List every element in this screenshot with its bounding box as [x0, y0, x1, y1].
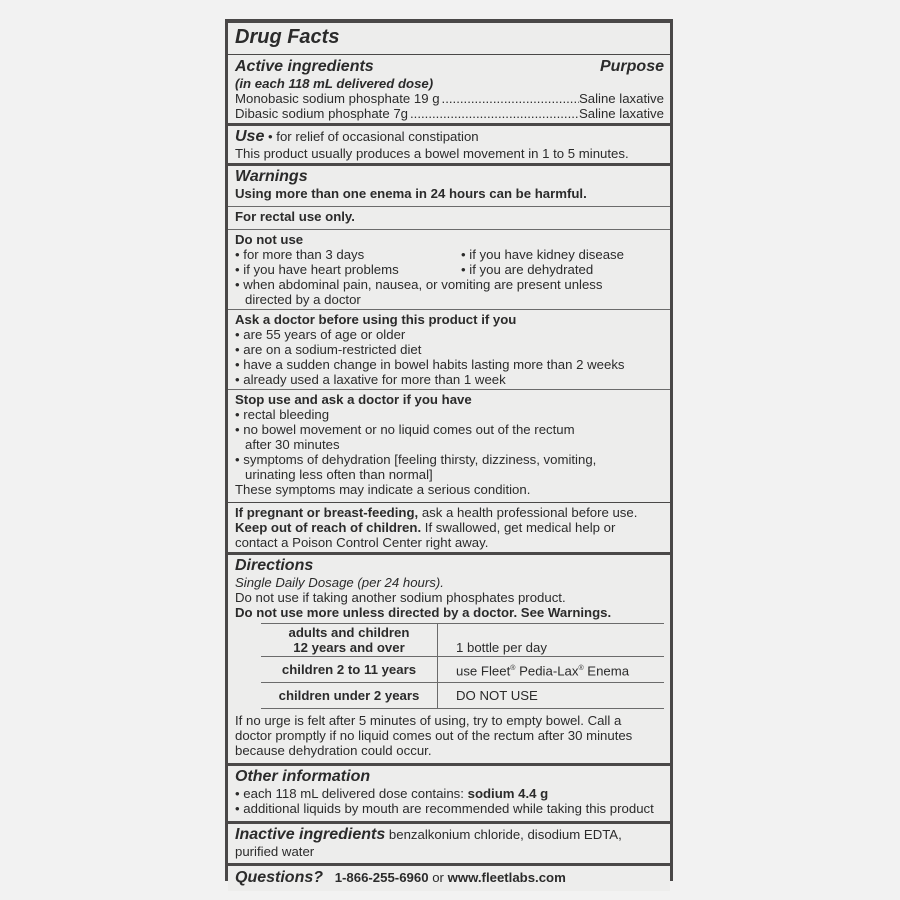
other-information-section: Other information • each 118 mL delivered dose contains: sodium 4.4 g • additional liquids by mouth are recommended while taking this product [228, 766, 670, 821]
questions-heading: Questions? [235, 869, 324, 886]
do-not-use-block: Do not use • for more than 3 days • if you have kidney disease • if you have heart problems • if you are dehydrated • when abdominal pain, nausea, or vomiting are present unless directed by a doctor [228, 229, 670, 307]
use-heading: Use [235, 128, 265, 145]
table-row: children 2 to 11 years use Fleet® Pedia-Lax® Enema [261, 657, 664, 683]
dosage-table [261, 623, 664, 709]
warnings-heading: Warnings [235, 168, 308, 185]
website-link: www.fleetlabs.com [447, 870, 566, 885]
inactive-ingredients-section: Inactive ingredients benzalkonium chloride, disodium EDTA, purified water [228, 824, 670, 863]
warnings-section [228, 166, 670, 552]
drug-facts-panel [225, 19, 673, 886]
drug-facts-title: Drug Facts [228, 23, 670, 55]
ingredient-row: Dibasic sodium phosphate 7g ..... Saline laxative [235, 106, 664, 121]
other-information-heading: Other information [235, 768, 371, 785]
active-ingredients-heading: Active ingredients [235, 58, 374, 75]
pregnancy-children-block: If pregnant or breast-feeding, ask a health professional before use. Keep out of reach of children. If swallowed, get medical help or contact a Poison Control Center right away. [228, 502, 670, 550]
inactive-ingredients-heading: Inactive ingredients [235, 826, 386, 843]
questions-section: Questions? 1-866-255-6960 or www.fleetlabs.com [228, 866, 670, 891]
rectal-use-note: For rectal use only. [228, 206, 670, 227]
dose-note: (in each 118 mL delivered dose) [235, 76, 434, 91]
active-ingredients-section [228, 23, 670, 123]
ask-doctor-block: Ask a doctor before using this product if you • are 55 years of age or older • are on a sodium-restricted diet • have a sudden change in bowel habits lasting more than 2 weeks • already used a laxative for more than 1 week [228, 309, 670, 387]
directions-section: Directions Single Daily Dosage (per 24 hours). Do not use if taking another sodium phosphates product. Do not use more unless directed by a doctor. See Warnings. adults and children 12 years and over 1 bottle per day children 2 to 11 years use Fleet® Pedia-Lax® Enema children under 2 years DO NOT USE If no urge is felt after 5 minutes of using, try to empty bowel. Call a doctor promptly if no liquid comes out of the rectum after 30 minutes because dehydration could occur. [228, 555, 670, 763]
ingredient-row: Monobasic sodium phosphate 19 g ..... Saline laxative [235, 91, 664, 106]
enema-warning: Using more than one enema in 24 hours can be harmful. [235, 186, 587, 201]
phone-number: 1-866-255-6960 [334, 870, 429, 885]
stop-use-block: Stop use and ask a doctor if you have • rectal bleeding • no bowel movement or no liquid comes out of the rectum after 30 minutes • symptoms of dehydration [feeling thirsty, dizziness, vomiting, urinating less often than normal] These symptoms may indicate a serious condition. [228, 389, 670, 500]
table-row: children under 2 years DO NOT USE [261, 683, 664, 709]
table-row: adults and children 12 years and over 1 bottle per day [261, 624, 664, 657]
directions-heading: Directions [235, 557, 314, 574]
purpose-heading: Purpose [599, 58, 664, 75]
use-section: Use • for relief of occasional constipation This product usually produces a bowel movement in 1 to 5 minutes. [228, 126, 670, 163]
